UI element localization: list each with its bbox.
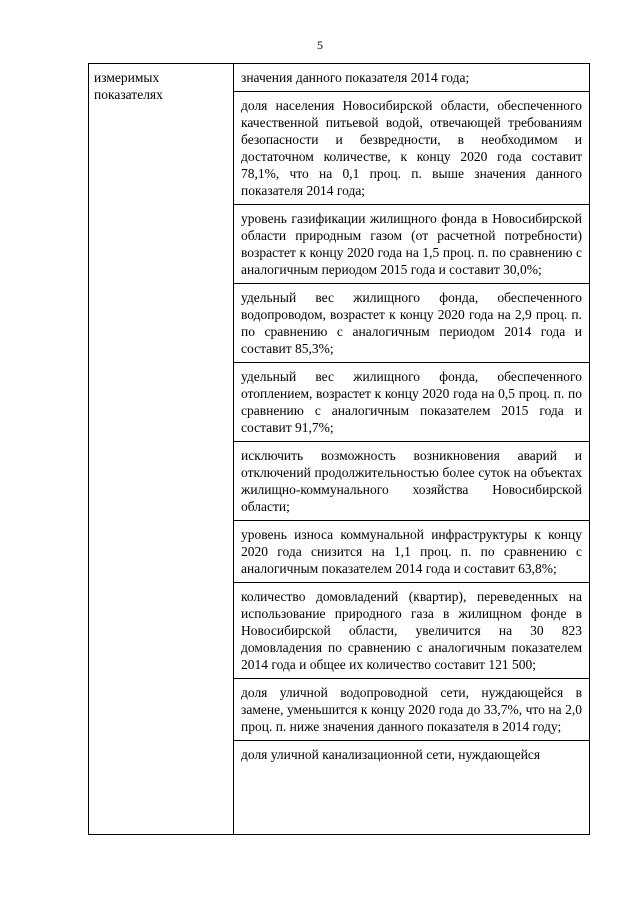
paragraph: уровень газификации жилищного фонда в Новосибирской области природным газом (от расчетной потребности) возрастет к концу 2020 года на 1,5 проц. п. по сравнению с аналогичным периодом 2015 года и составит 30,0%;: [234, 205, 589, 284]
paragraph: доля уличной канализационной сети, нуждающейся: [241, 747, 541, 762]
paragraph: удельный вес жилищного фонда, обеспеченного водопроводом, возрастет к концу 2020 года на 2,9 проц. п. по сравнению с аналогичным периодом 2014 года и составит 85,3%;: [234, 284, 589, 363]
left-cell-label: измеримых показателях: [94, 70, 163, 102]
paragraph: количество домовладений (квартир), переведенных на использование природного газа в жилищном фонде в Новосибирской области, увеличится на 30 823 домовладения по сравнению с аналогичным показателем 2014 года и общее их количество составит 121 500;: [234, 583, 589, 679]
page-number: 5: [317, 38, 323, 52]
paragraph: доля уличной водопроводной сети, нуждающейся в замене, уменьшится к концу 2020 года до 33,7%, что на 2,0 проц. п. ниже значения данного показателя в 2014 году;: [234, 679, 589, 741]
document-table: [88, 63, 590, 835]
paragraph: удельный вес жилищного фонда, обеспеченного отоплением, возрастет к концу 2020 года на 0,5 проц. п. по сравнению с аналогичным показателем 2015 года и составит 91,7%;: [234, 363, 589, 442]
paragraph: доля населения Новосибирской области, обеспеченного качественной питьевой водой, отвечающей требованиям безопасности и безвредности, в необходимом и достаточном количестве, к концу 2020 года составит 78,1%, что на 0,1 проц. п. выше значения данного показателя 2014 года;: [234, 92, 589, 205]
paragraph: исключить возможность возникновения аварий и отключений продолжительностью более суток на объектах жилищно-коммунального хозяйства Новосибирской области;: [234, 442, 589, 521]
paragraph: уровень износа коммунальной инфраструктуры к концу 2020 года снизится на 1,1 проц. п. по сравнению с аналогичным показателем 2014 года и составит 63,8%;: [234, 521, 589, 583]
right-cell: [234, 64, 589, 768]
paragraph: значения данного показателя 2014 года;: [234, 64, 589, 92]
